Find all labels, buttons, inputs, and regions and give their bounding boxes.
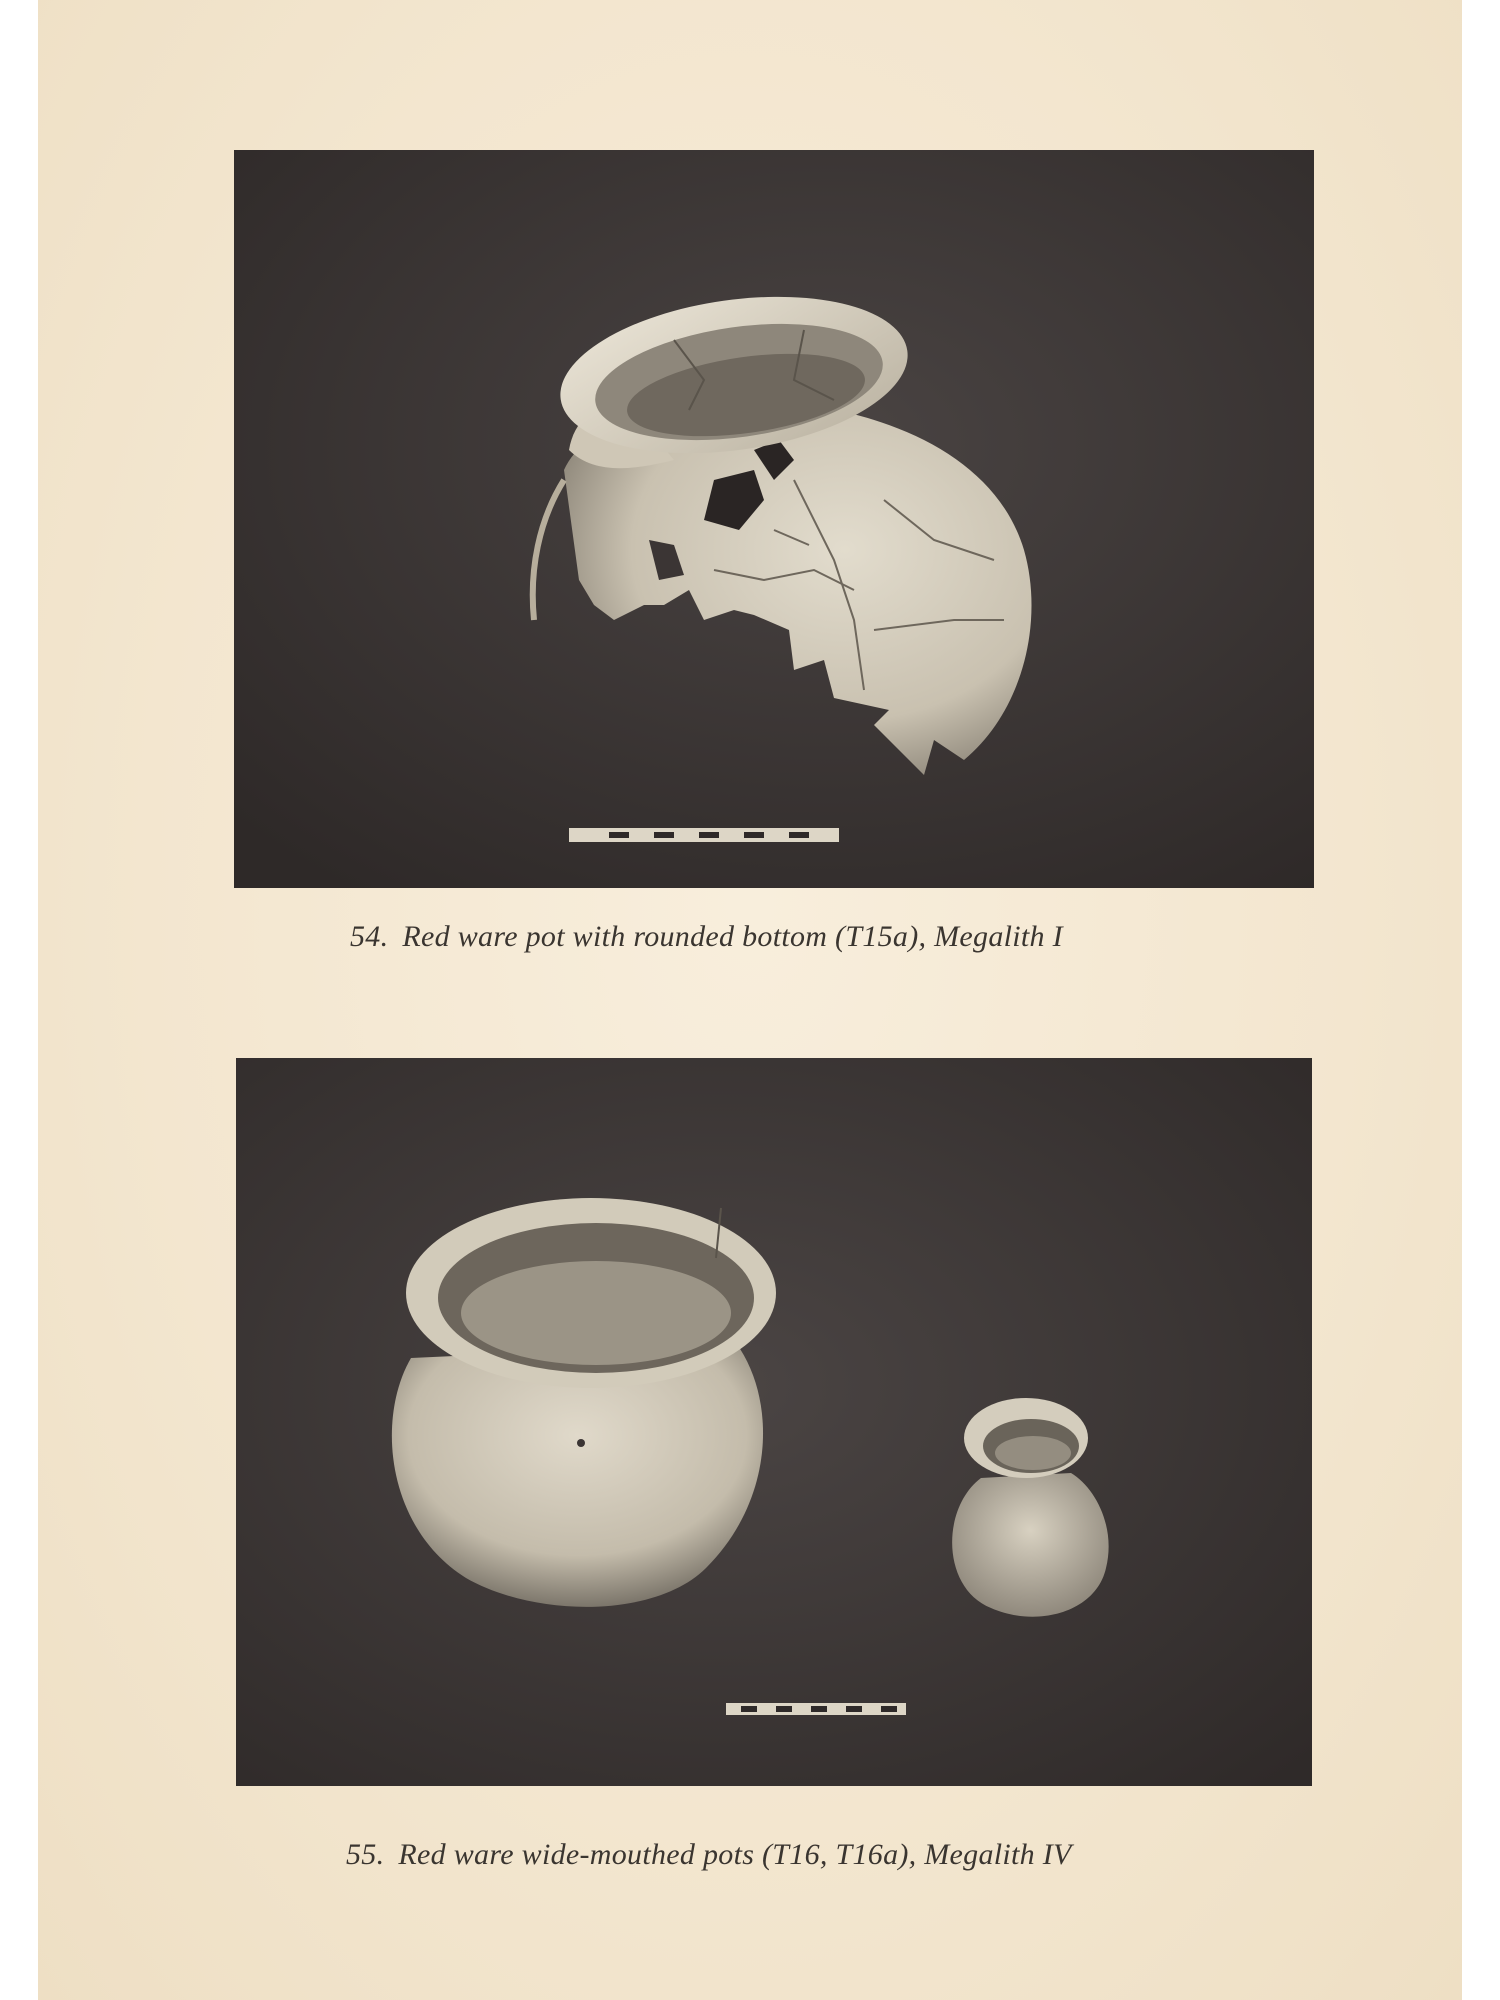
photo-red-ware-pot-rounded-bottom bbox=[234, 150, 1314, 888]
figure-54-caption bbox=[350, 920, 1063, 954]
document-page bbox=[38, 0, 1462, 2000]
figure-55-number: 55. bbox=[346, 1838, 385, 1871]
photo-red-ware-wide-mouthed-pots bbox=[236, 1058, 1312, 1786]
figure-54-number: 54. bbox=[350, 920, 389, 953]
large-pot bbox=[392, 1198, 776, 1607]
small-pot bbox=[952, 1398, 1108, 1617]
scale-bar bbox=[726, 1703, 906, 1715]
figure-54-text: Red ware pot with rounded bottom (T15a), Megalith I bbox=[402, 920, 1063, 953]
figure-55-text: Red ware wide-mouthed pots (T16, T16a), Megalith IV bbox=[398, 1838, 1072, 1871]
scale-bar bbox=[569, 828, 839, 842]
figure-55-caption bbox=[346, 1838, 1072, 1872]
